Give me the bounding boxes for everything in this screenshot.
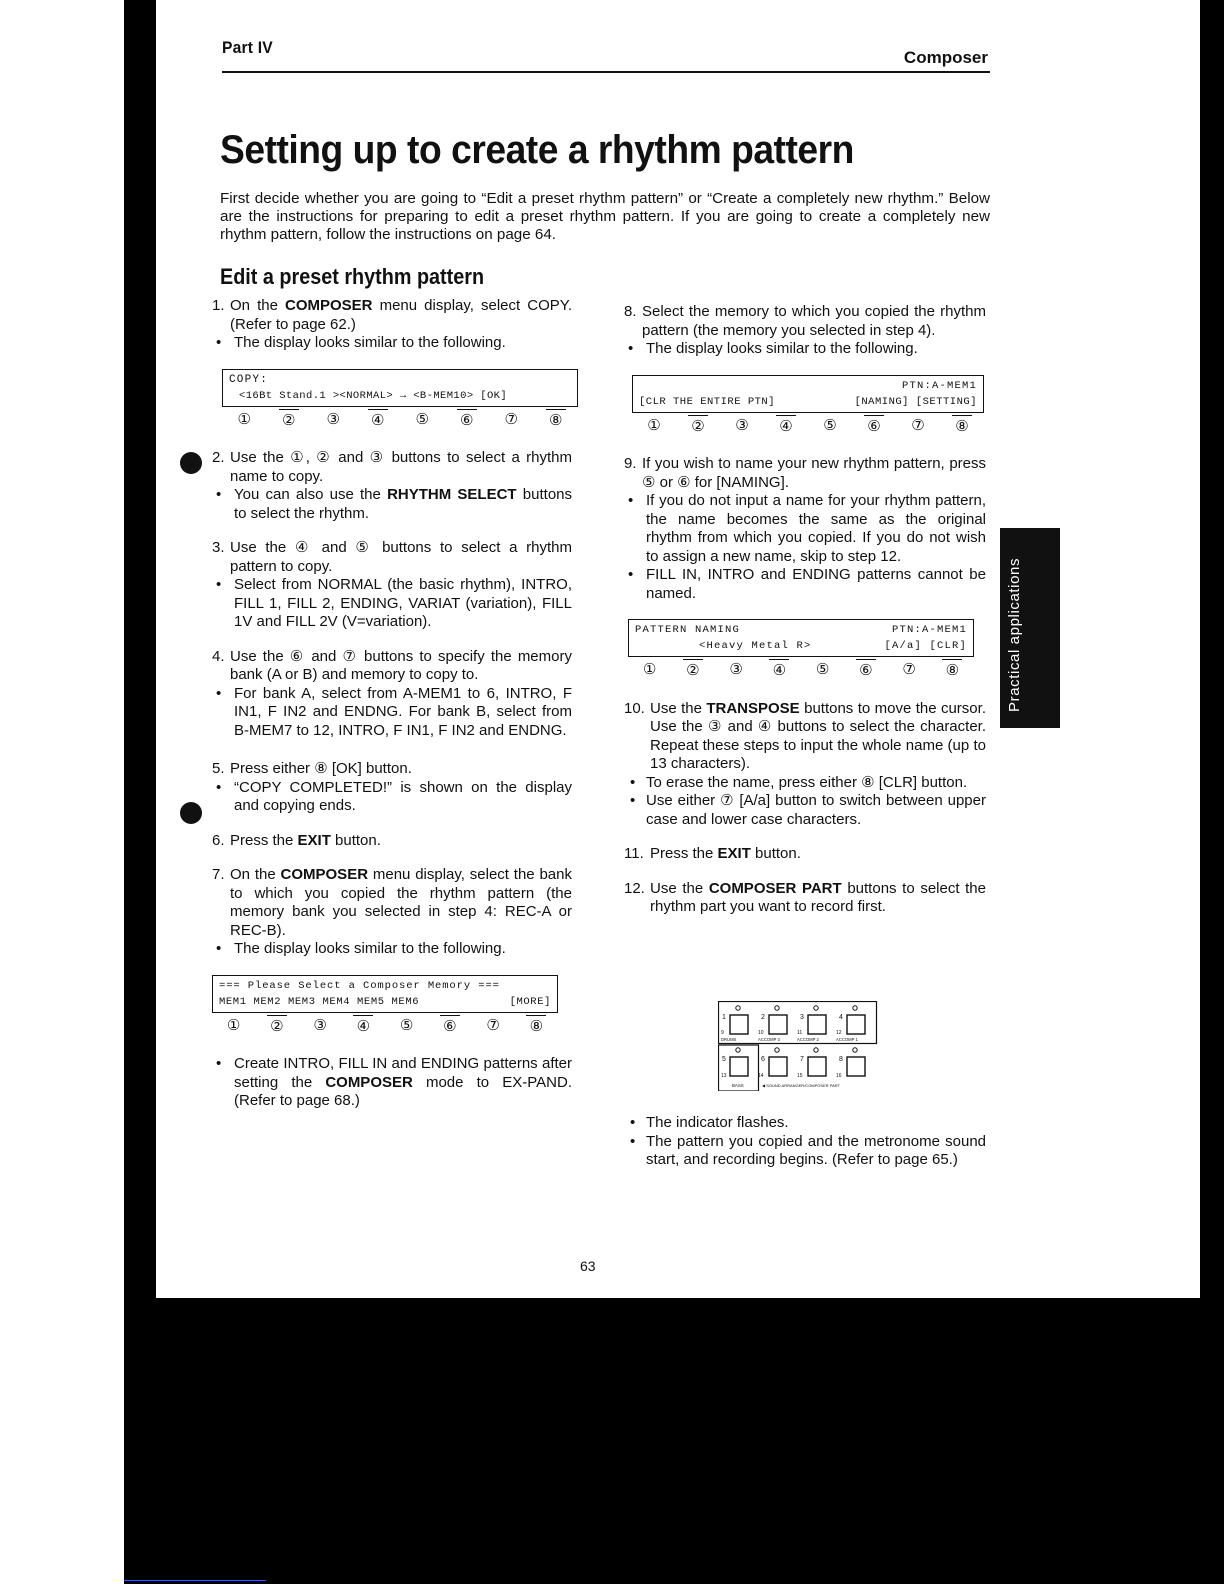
step-12: 12. Use the COMPOSER PART buttons to select the rhythm part you want to record first.: [624, 879, 986, 915]
display-buttons-2: [632, 415, 984, 436]
button-2[interactable]: ②: [688, 415, 708, 436]
step-7-note: • The display looks similar to the following.: [216, 940, 506, 957]
indicator-light: [853, 1006, 857, 1010]
page-number: 63: [580, 1258, 596, 1274]
step-2-note: • You can also use the RHYTHM SELECT buttons to select the rhythm.: [216, 486, 573, 522]
step-5: 5. Press either ⑧ [OK] button.: [212, 760, 412, 777]
svg-text:9: 9: [721, 1030, 724, 1036]
svg-text:14: 14: [758, 1073, 764, 1079]
label-drums: DRUMS: [721, 1037, 737, 1042]
expand-note: • Create INTRO, FILL IN and ENDING patterns after setting the COMPOSER mode to EX-PAND. (Refer to page 68.): [216, 1055, 572, 1109]
section-heading: Edit a preset rhythm pattern: [220, 264, 485, 289]
lcd-naming-display: [628, 619, 974, 657]
scan-underline: [124, 1580, 266, 1581]
button-1[interactable]: ①: [642, 660, 657, 678]
lcd-naming-title: PATTERN NAMING: [635, 624, 741, 636]
svg-text:2: 2: [761, 1014, 765, 1021]
label-bass: BASS: [732, 1083, 744, 1088]
button-3[interactable]: ③: [735, 415, 749, 434]
button-3[interactable]: ③: [326, 409, 340, 428]
step-4-note: • For bank A, select from A-MEM1 to 6, INTRO, F IN1, F IN2 and ENDNG. For bank B, select from B-MEM7 to 12, INTRO, F IN1, F IN2 and ENDNG.: [216, 684, 572, 739]
step-10: 10. Use the TRANSPOSE buttons to move the cursor. Use the ③ and ④ buttons to select the character. Repeat these steps to input the whole name (up to 13 characters).: [624, 699, 986, 772]
button-5[interactable]: ⑤: [415, 409, 429, 428]
indicator-light: [736, 1048, 740, 1052]
svg-text:12: 12: [836, 1030, 842, 1036]
step-4: 4. Use the ⑥ and ⑦ buttons to specify the memory bank (A or B) and memory to copy to.: [212, 647, 572, 683]
indicator-light: [736, 1006, 740, 1010]
button-2[interactable]: ②: [683, 659, 703, 680]
step-3: 3. Use the ④ and ⑤ buttons to select a rhythm pattern to copy.: [212, 539, 572, 575]
indicator-light: [853, 1048, 857, 1052]
step-1: 1. On the COMPOSER menu display, select COPY. (Refer to page 62.): [212, 297, 572, 333]
button-4[interactable]: ④: [769, 659, 789, 680]
button-6[interactable]: ⑥: [457, 409, 477, 430]
part-button-8[interactable]: [847, 1057, 865, 1076]
svg-text:5: 5: [722, 1056, 726, 1063]
lcd-naming-setting: [NAMING] [SETTING]: [854, 395, 977, 408]
button-6[interactable]: ⑥: [864, 415, 884, 436]
button-8[interactable]: ⑧: [942, 659, 962, 680]
button-4[interactable]: ④: [368, 409, 388, 430]
button-1[interactable]: ①: [647, 415, 661, 434]
lcd-name-value: <Heavy Metal R>: [699, 640, 812, 652]
right-column: [624, 303, 986, 917]
intro-paragraph: First decide whether you are going to “Edit a preset rhythm pattern” or “Create a completely new rhythm.” Below are the instructions for preparing to edit a preset rhythm pattern. If you are going to create a completely new rhythm pattern, follow the instructions on page 64.: [220, 190, 990, 243]
step-8: 8. Select the memory to which you copied the rhythm pattern (the memory you selected in step 4).: [624, 303, 986, 339]
punch-hole-1: [180, 452, 202, 474]
recording-note: • The pattern you copied and the metronome sound start, and recording begins. (Refer to page 65.): [630, 1132, 986, 1168]
scan-margin-left: [0, 0, 124, 1584]
header-part: Part IV: [222, 38, 273, 57]
button-4[interactable]: ④: [353, 1015, 373, 1036]
svg-text:15: 15: [797, 1073, 803, 1079]
lcd-ptn: PTN:A-MEM1: [901, 379, 977, 392]
button-7[interactable]: ⑦: [911, 415, 925, 434]
step-9-note-2: • FILL IN, INTRO and ENDING patterns cannot be named.: [628, 566, 986, 602]
svg-text:16: 16: [836, 1073, 842, 1079]
lcd-clear-option: [CLR THE ENTIRE PTN]: [639, 395, 776, 408]
step-9-note-1: • If you do not input a name for your rhythm pattern, the name becomes the same as the original rhythm from which you copied. If you do not wish to assign a new name, skip to step 12.: [628, 492, 986, 565]
button-7[interactable]: ⑦: [486, 1015, 500, 1034]
button-1[interactable]: ①: [226, 1015, 241, 1034]
part-button-3[interactable]: [808, 1015, 826, 1034]
display-buttons-1: [222, 409, 578, 430]
indicator-note: • The indicator flashes.: [630, 1114, 789, 1131]
lcd-line-1: COPY:: [229, 373, 269, 386]
svg-text:13: 13: [721, 1073, 727, 1079]
display-buttons-3: [212, 1015, 558, 1036]
right-column-end: [624, 1114, 986, 1170]
svg-text:3: 3: [800, 1014, 804, 1021]
button-5[interactable]: ⑤: [823, 415, 837, 434]
button-8[interactable]: ⑧: [546, 409, 566, 430]
button-6[interactable]: ⑥: [440, 1015, 460, 1036]
step-11: 11. Press the EXIT button.: [624, 845, 801, 862]
lcd-ptn: PTN:A-MEM1: [891, 624, 967, 636]
step-10-note-2: • Use either ⑦ [A/a] button to switch between upper case and lower case characters.: [630, 792, 986, 828]
punch-hole-2: [180, 802, 202, 824]
button-5[interactable]: ⑤: [399, 1015, 414, 1034]
lcd-line-1: === Please Select a Composer Memory ===: [219, 979, 500, 992]
step-1-note: • The display looks similar to the following.: [216, 334, 506, 351]
svg-text:4: 4: [839, 1014, 843, 1021]
button-3[interactable]: ③: [729, 660, 743, 678]
svg-text:8: 8: [839, 1056, 843, 1063]
panel-bottom-row: [721, 1048, 865, 1088]
svg-text:6: 6: [761, 1056, 765, 1063]
part-button-1[interactable]: [730, 1015, 748, 1034]
left-column: [212, 297, 572, 1111]
step-7: 7. On the COMPOSER menu display, select the bank to which you copied the rhythm pattern (the memory bank you selected in step 4: REC-A or REC-B).: [212, 866, 572, 939]
step-5-note: • “COPY COMPLETED!” is shown on the display and copying ends.: [216, 778, 572, 814]
button-4[interactable]: ④: [776, 415, 796, 436]
svg-text:1: 1: [722, 1014, 726, 1021]
step-6: 6. Press the EXIT button.: [212, 831, 381, 849]
scan-border-right: [1200, 0, 1224, 1584]
label-accomp-3: ACCOMP 3: [758, 1037, 780, 1042]
label-sound-arranger: ◀ SOUND ARRANGER/COMPOSER PART: [762, 1083, 841, 1088]
step-2: 2. Use the ①, ② and ③ buttons to select a rhythm name to copy.: [212, 449, 572, 485]
lcd-pattern-display: [632, 375, 984, 413]
lcd-line-2: <16Bt Stand.1 ><NORMAL> → <B-MEM10> [OK]: [239, 389, 508, 402]
lcd-more: [MORE]: [509, 995, 551, 1008]
part-button-6[interactable]: [769, 1057, 787, 1076]
header-rule: [222, 71, 990, 73]
scan-border-left: [124, 0, 156, 1584]
side-tab-label: Practical applications: [1006, 557, 1023, 712]
button-7[interactable]: ⑦: [902, 660, 916, 678]
svg-text:10: 10: [758, 1030, 764, 1036]
part-button-2[interactable]: [769, 1015, 787, 1034]
lcd-memory-list: MEM1 MEM2 MEM3 MEM4 MEM5 MEM6: [219, 995, 420, 1008]
display-buttons-4: [628, 659, 974, 680]
indicator-light: [814, 1048, 818, 1052]
button-5[interactable]: ⑤: [815, 660, 830, 678]
part-button-5[interactable]: [730, 1057, 748, 1076]
step-3-note: • Select from NORMAL (the basic rhythm), INTRO, FILL 1, FILL 2, ENDING, VARIAT (variation), FILL 1V and FILL 2V (V=variation).: [216, 576, 572, 630]
button-7[interactable]: ⑦: [504, 409, 518, 428]
part-button-4[interactable]: [847, 1015, 865, 1034]
lcd-copy-display: [222, 369, 578, 407]
button-6[interactable]: ⑥: [856, 659, 876, 680]
step-10-note-1: • To erase the name, press either ⑧ [CLR] button.: [630, 773, 968, 791]
svg-text:11: 11: [797, 1030, 803, 1036]
label-accomp-1: ACCOMP 1: [836, 1037, 858, 1042]
indicator-light: [775, 1006, 779, 1010]
button-8[interactable]: ⑧: [952, 415, 972, 436]
button-2[interactable]: ②: [279, 409, 299, 430]
page-title: Setting up to create a rhythm pattern: [220, 128, 854, 172]
label-accomp-2: ACCOMP 2: [797, 1037, 819, 1042]
lcd-memory-select-display: [212, 975, 558, 1013]
header-section: Composer: [903, 48, 988, 67]
step-8-note: • The display looks similar to the following.: [628, 340, 918, 357]
button-3[interactable]: ③: [313, 1015, 327, 1034]
button-2[interactable]: ②: [267, 1015, 287, 1036]
lcd-case-clear: [A/a] [CLR]: [884, 640, 967, 652]
indicator-light: [814, 1006, 818, 1010]
button-1[interactable]: ①: [237, 409, 251, 428]
svg-text:7: 7: [800, 1056, 804, 1063]
part-button-7[interactable]: [808, 1057, 826, 1076]
step-9: 9. If you wish to name your new rhythm pattern, press ⑤ or ⑥ for [NAMING].: [624, 455, 986, 491]
button-8[interactable]: ⑧: [526, 1015, 546, 1036]
indicator-light: [775, 1048, 779, 1052]
panel-top-row: [721, 1006, 865, 1042]
composer-part-panel: [718, 1001, 878, 1091]
